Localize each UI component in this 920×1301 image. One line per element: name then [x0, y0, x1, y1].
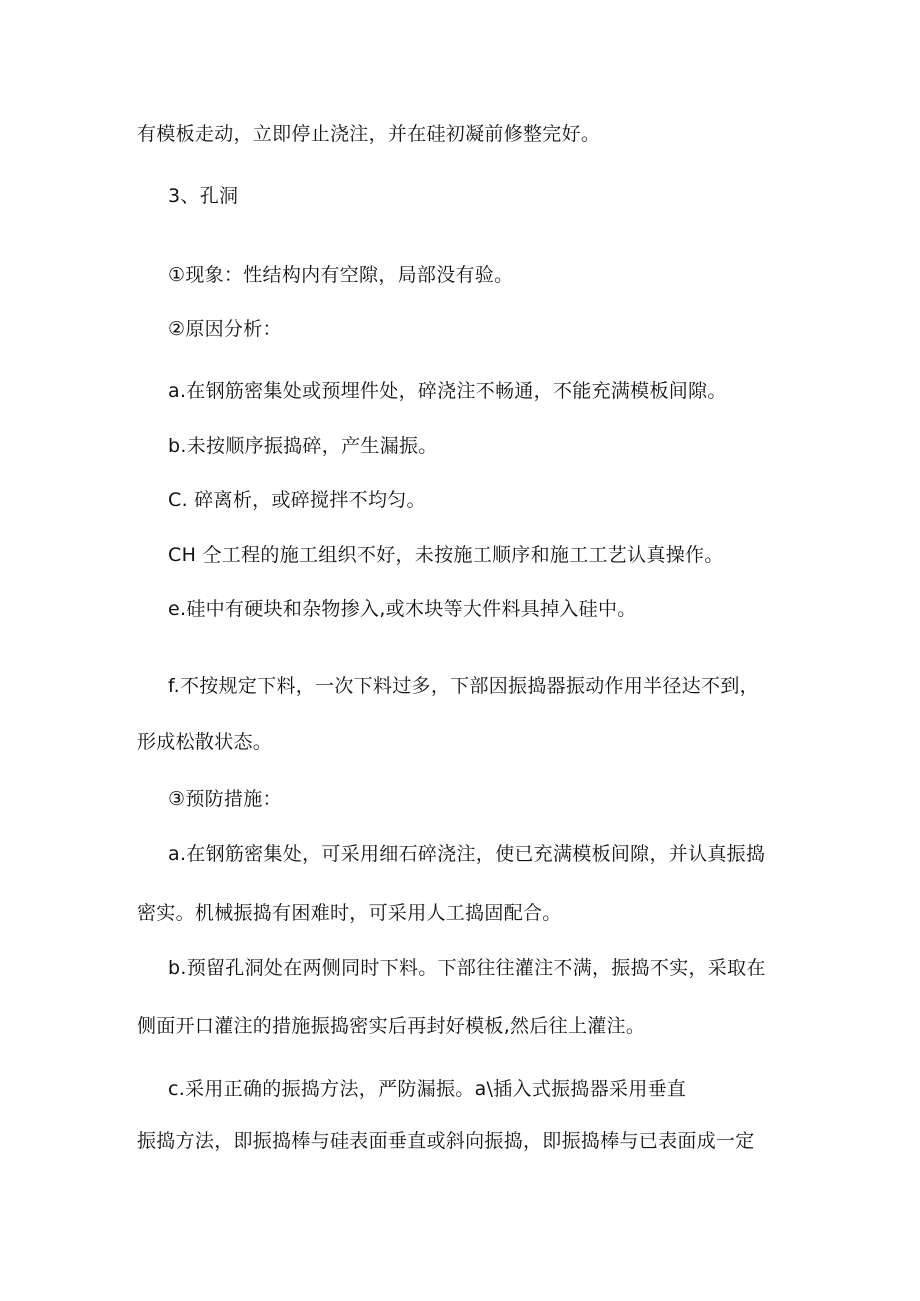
paragraph-line: b.未按顺序振捣碎，产生漏振。	[168, 435, 438, 457]
paragraph-line: ①现象：性结构内有空隙，局部没有验。	[168, 264, 514, 286]
paragraph-line: C. 碎离析，或碎搅拌不均匀。	[168, 489, 426, 511]
paragraph-line: 振捣方法，即振捣棒与硅表面垂直或斜向振捣，即振捣棒与已表面成一定	[137, 1130, 755, 1152]
paragraph-line: 形成松散状态。	[137, 731, 273, 753]
paragraph-line: e.硅中有硬块和杂物掺入,或木块等大件料具掉入硅中。	[168, 598, 637, 620]
section-heading: 3、孔洞	[168, 185, 239, 207]
paragraph-line: f.不按规定下料，一次下料过多，下部因振捣器振动作用半径达不到，	[168, 675, 759, 697]
subheading-line: ③预防措施：	[168, 788, 282, 810]
paragraph-line: a.在钢筋密集处，可采用细石碎浇注，使已充满模板间隙，并认真振捣	[168, 843, 766, 865]
subheading-line: ②原因分析：	[168, 318, 282, 340]
paragraph-line: 密实。机械振捣有困难时，可采用人工捣固配合。	[137, 902, 562, 924]
paragraph-line: b.预留孔洞处在两侧同时下料。下部往往灌注不满，振捣不实，采取在	[168, 957, 766, 979]
paragraph-line: 有模板走动，立即停止浇注，并在硅初凝前修整完好。	[137, 123, 601, 145]
paragraph-line: c.采用正确的振捣方法，严防漏振。a\插入式振捣器采用垂直	[168, 1078, 687, 1100]
paragraph-line: CH 仝工程的施工组织不好，未按施工顺序和施工工艺认真操作。	[168, 544, 724, 566]
paragraph-line: 侧面开口灌注的措施振捣密实后再封好模板,然后往上灌注。	[137, 1015, 646, 1037]
paragraph-line: a.在钢筋密集处或预埋件处，碎浇注不畅通，不能充满模板间隙。	[168, 380, 727, 402]
